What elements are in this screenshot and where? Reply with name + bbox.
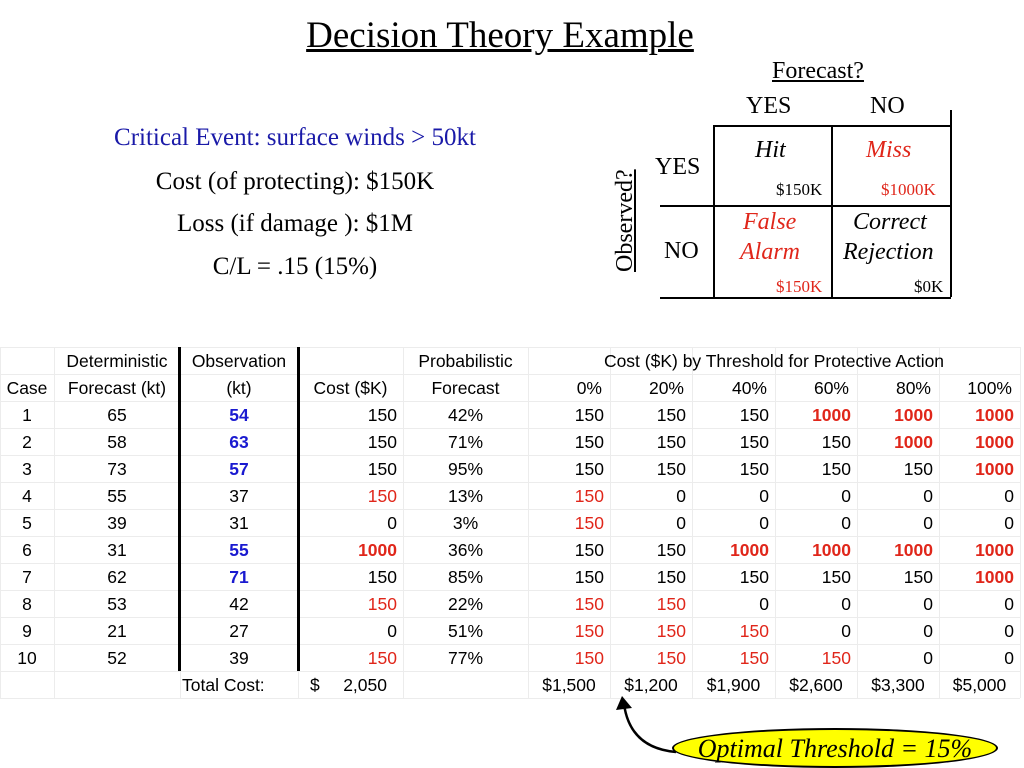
- matrix-line-top: [714, 125, 951, 127]
- threshold-cost: 1000: [894, 432, 933, 452]
- header-observation-2: (kt): [226, 378, 252, 398]
- threshold-cost: 150: [574, 567, 604, 587]
- miss-cost: $1000K: [881, 180, 936, 199]
- header-cost: Cost ($K): [313, 378, 388, 398]
- threshold-cost: 1000: [975, 459, 1014, 479]
- threshold-cost: 150: [574, 459, 604, 479]
- forecast-label: Forecast?: [772, 58, 864, 84]
- threshold-cost: 150: [903, 567, 933, 587]
- grid-hline: [0, 536, 1020, 537]
- threshold-cost: 150: [821, 648, 851, 668]
- miss-label: Miss: [866, 137, 912, 163]
- cost-line: Cost (of protecting): $150K: [155, 168, 435, 195]
- threshold-cost: 0: [923, 621, 933, 641]
- observation: 37: [229, 486, 249, 506]
- probabilistic-forecast: 3%: [452, 513, 479, 533]
- grid-hline: [0, 590, 1020, 591]
- case-number: 4: [22, 486, 32, 506]
- threshold-total: $2,600: [789, 675, 843, 695]
- threshold-cost: 150: [574, 594, 604, 614]
- grid-hline: [0, 509, 1020, 510]
- deterministic-forecast: 21: [107, 621, 127, 641]
- case-number: 1: [22, 405, 32, 425]
- threshold-cost: 150: [739, 459, 769, 479]
- loss-line: Loss (if damage ): $1M: [176, 210, 414, 237]
- threshold-cost: 0: [1004, 621, 1014, 641]
- observation: 39: [229, 648, 249, 668]
- grid-hline: [0, 644, 1020, 645]
- cl-ratio: C/L = .15 (15%): [212, 253, 378, 280]
- threshold-total: $1,500: [542, 675, 596, 695]
- header-observation-1: Observation: [191, 351, 287, 371]
- correct-rejection-cost: $0K: [914, 277, 944, 296]
- deterministic-cost: 0: [387, 621, 397, 641]
- threshold-cost: 1000: [812, 405, 851, 425]
- matrix-line-mid: [660, 205, 951, 207]
- row-yes-header: YES: [655, 154, 701, 180]
- threshold-cost: 150: [574, 486, 604, 506]
- threshold-cost: 150: [656, 648, 686, 668]
- threshold-cost: 150: [574, 513, 604, 533]
- probabilistic-forecast: 71%: [447, 432, 484, 452]
- threshold-cost: 0: [759, 486, 769, 506]
- header-threshold-5: 100%: [967, 378, 1012, 398]
- threshold-cost: 150: [656, 567, 686, 587]
- threshold-cost: 1000: [894, 405, 933, 425]
- threshold-cost: 150: [739, 567, 769, 587]
- matrix-line-right: [950, 110, 952, 297]
- threshold-cost: 150: [574, 648, 604, 668]
- probabilistic-forecast: 95%: [447, 459, 484, 479]
- threshold-cost: 1000: [812, 540, 851, 560]
- threshold-cost: 150: [903, 459, 933, 479]
- deterministic-cost: 150: [367, 648, 397, 668]
- threshold-cost: 1000: [975, 567, 1014, 587]
- threshold-cost: 150: [739, 648, 769, 668]
- matrix-line-bottom: [660, 297, 951, 299]
- threshold-cost: 0: [923, 594, 933, 614]
- header-threshold-4: 80%: [895, 378, 931, 398]
- observation: 57: [229, 459, 249, 479]
- probabilistic-forecast: 51%: [447, 621, 484, 641]
- probabilistic-forecast: 36%: [447, 540, 484, 560]
- threshold-cost: 150: [821, 459, 851, 479]
- threshold-cost: 1000: [894, 540, 933, 560]
- grid-vline: [1020, 347, 1021, 698]
- deterministic-cost: 150: [367, 594, 397, 614]
- correct-rejection-label-2: Rejection: [843, 239, 934, 265]
- probabilistic-forecast: 77%: [447, 648, 484, 668]
- total-cost-label: Total Cost:: [182, 675, 265, 695]
- callout-arrow: [600, 690, 690, 768]
- grid-hline: [0, 698, 1020, 699]
- threshold-cost: 150: [574, 432, 604, 452]
- observed-label: Observed?: [612, 169, 638, 272]
- threshold-cost: 0: [1004, 648, 1014, 668]
- threshold-cost: 150: [656, 621, 686, 641]
- deterministic-forecast: 52: [107, 648, 127, 668]
- threshold-cost: 0: [923, 648, 933, 668]
- threshold-cost: 150: [574, 405, 604, 425]
- matrix-line-left: [713, 125, 715, 297]
- threshold-cost: 150: [821, 432, 851, 452]
- threshold-cost: 1000: [975, 432, 1014, 452]
- observation: 63: [229, 432, 249, 452]
- header-threshold-0: 0%: [576, 378, 602, 398]
- probabilistic-forecast: 22%: [447, 594, 484, 614]
- probabilistic-forecast: 42%: [447, 405, 484, 425]
- deterministic-forecast: 39: [107, 513, 127, 533]
- deterministic-cost: 0: [387, 513, 397, 533]
- threshold-cost: 0: [841, 621, 851, 641]
- threshold-cost: 150: [656, 540, 686, 560]
- grid-hline: [0, 482, 1020, 483]
- observation: 71: [229, 567, 249, 587]
- grid-hline: [0, 374, 1020, 375]
- header-case: Case: [6, 378, 48, 398]
- case-number: 9: [22, 621, 32, 641]
- threshold-cost: 1000: [730, 540, 769, 560]
- false-alarm-label-2: Alarm: [740, 239, 800, 265]
- threshold-cost: 150: [656, 459, 686, 479]
- col-no-header: NO: [870, 93, 905, 119]
- threshold-cost: 150: [656, 432, 686, 452]
- false-alarm-label-1: False: [743, 209, 797, 235]
- observation: 54: [229, 405, 249, 425]
- deterministic-cost: 150: [367, 405, 397, 425]
- threshold-cost: 150: [574, 540, 604, 560]
- observation: 42: [229, 594, 249, 614]
- total-cost-value: 2,050: [343, 675, 387, 695]
- threshold-cost: 150: [656, 594, 686, 614]
- header-threshold-group: Cost ($K) by Threshold for Protective Action: [603, 351, 945, 371]
- threshold-cost: 0: [841, 513, 851, 533]
- grid-hline: [0, 347, 1020, 348]
- deterministic-forecast: 58: [107, 432, 127, 452]
- threshold-total: $5,000: [952, 675, 1007, 695]
- header-probabilistic-2: Forecast: [431, 378, 500, 398]
- header-threshold-1: 20%: [648, 378, 684, 398]
- probabilistic-forecast: 85%: [447, 567, 484, 587]
- page-title: Decision Theory Example: [306, 15, 694, 56]
- row-no-header: NO: [664, 238, 699, 264]
- col-yes-header: YES: [746, 93, 792, 119]
- critical-event: Critical Event: surface winds > 50kt: [114, 124, 476, 151]
- threshold-cost: 150: [739, 405, 769, 425]
- total-cost-dollar: $: [310, 675, 320, 695]
- grid-hline: [0, 401, 1020, 402]
- deterministic-forecast: 55: [107, 486, 127, 506]
- case-number: 5: [22, 513, 32, 533]
- observation: 27: [229, 621, 249, 641]
- threshold-cost: 0: [1004, 513, 1014, 533]
- threshold-total: $1,200: [624, 675, 678, 695]
- threshold-cost: 150: [739, 621, 769, 641]
- threshold-total: $1,900: [706, 675, 761, 695]
- grid-hline: [0, 671, 1020, 672]
- grid-hline: [0, 563, 1020, 564]
- grid-hline: [0, 428, 1020, 429]
- grid-hline: [0, 455, 1020, 456]
- optimal-threshold-callout: Optimal Threshold = 15%: [672, 728, 998, 768]
- threshold-cost: 1000: [975, 405, 1014, 425]
- threshold-cost: 0: [923, 513, 933, 533]
- threshold-cost: 150: [656, 405, 686, 425]
- threshold-cost: 0: [759, 594, 769, 614]
- deterministic-forecast: 53: [107, 594, 127, 614]
- threshold-cost: 0: [841, 486, 851, 506]
- threshold-cost: 0: [841, 594, 851, 614]
- deterministic-cost: 1000: [358, 540, 397, 560]
- header-threshold-3: 60%: [813, 378, 849, 398]
- deterministic-cost: 150: [367, 486, 397, 506]
- deterministic-forecast: 73: [107, 459, 127, 479]
- hit-label: Hit: [755, 137, 786, 163]
- header-deterministic-1: Deterministic: [66, 351, 168, 371]
- hit-cost: $150K: [776, 180, 823, 199]
- case-number: 10: [17, 648, 37, 668]
- probabilistic-forecast: 13%: [447, 486, 484, 506]
- case-number: 3: [22, 459, 32, 479]
- observation: 31: [229, 513, 249, 533]
- threshold-cost: 150: [739, 432, 769, 452]
- matrix-line-center: [831, 125, 833, 297]
- threshold-cost: 150: [821, 567, 851, 587]
- deterministic-cost: 150: [367, 432, 397, 452]
- header-threshold-2: 40%: [731, 378, 767, 398]
- threshold-cost: 1000: [975, 540, 1014, 560]
- deterministic-cost: 150: [367, 567, 397, 587]
- case-number: 2: [22, 432, 32, 452]
- threshold-cost: 0: [1004, 486, 1014, 506]
- threshold-total: $3,300: [871, 675, 925, 695]
- threshold-cost: 0: [676, 486, 686, 506]
- deterministic-forecast: 31: [107, 540, 127, 560]
- case-number: 7: [22, 567, 32, 587]
- threshold-cost: 0: [923, 486, 933, 506]
- observation: 55: [229, 540, 249, 560]
- threshold-cost: 0: [759, 513, 769, 533]
- header-probabilistic-1: Probabilistic: [418, 351, 513, 371]
- threshold-cost: 150: [574, 621, 604, 641]
- deterministic-forecast: 65: [107, 405, 127, 425]
- case-number: 8: [22, 594, 32, 614]
- threshold-cost: 0: [1004, 594, 1014, 614]
- header-deterministic-2: Forecast (kt): [67, 378, 167, 398]
- false-alarm-cost: $150K: [776, 277, 823, 296]
- deterministic-cost: 150: [367, 459, 397, 479]
- threshold-cost: 0: [676, 513, 686, 533]
- grid-hline: [0, 617, 1020, 618]
- deterministic-forecast: 62: [107, 567, 127, 587]
- case-number: 6: [22, 540, 32, 560]
- correct-rejection-label-1: Correct: [853, 209, 927, 235]
